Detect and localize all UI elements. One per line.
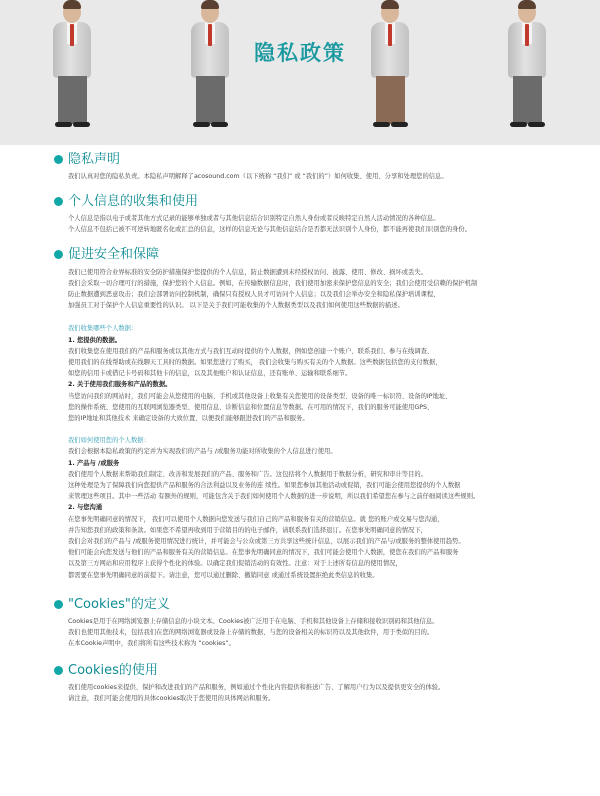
section-heading: "Cookies"的定义 <box>68 597 532 613</box>
section-heading: 个人信息的收集和使用 <box>68 194 532 210</box>
paragraph-line: 我们会对我们的产品与 /或服务使用情况进行统计，并可能会与公众或第三方共享这些统计信息，以展示我们的产品与/或服务的整体使用趋势。 <box>68 538 465 546</box>
paragraph-line: 防止数据遭到恶意攻击；我们会部署访问控制机制，确保只有授权人员才可访问个人信息；以及我们会举办安全和隐私保护培训课程， <box>68 291 440 299</box>
subsection-title: 我们如何使用您的个人数据： <box>68 437 150 445</box>
paragraph-line: 使用我们的在线帮助或在线聊天工具时的数据。如果您进行了购买， 我们会收集与购买有关的个人数据。这些数据包括您的支付数据， <box>68 359 442 367</box>
paragraph-line: 这种处理是为了保障我们向您提供产品和服务的合法利益以及业务的连 续性。如果您参加其他活动或促销，我们可能会使用您提供的个人数据 <box>68 482 461 490</box>
paragraph-line: 1. 产品与 /或服务 <box>68 459 120 467</box>
paragraph-line: 如您的信用卡或借记卡号码和其他卡的信息，以及其他账户和认证信息，还有账单、运输和联系细节。 <box>68 370 352 378</box>
paragraph-line: 我们使用个人数据来帮助我们制定、改善和发展我们的产品、服务和广告。这包括将个人数据用于数据分析，研究和审计等目的。 <box>68 470 427 478</box>
bullet-dot-icon <box>54 197 63 206</box>
section-heading: 隐私声明 <box>68 152 532 168</box>
paragraph-line: 我们会采取一切合理可行的措施，保护您的个人信息。例如，在传输数据信息时，我们使用加密来保护您信息的安全；我们会使用受信赖的保护机制 <box>68 279 478 287</box>
policy-content <box>0 152 532 704</box>
section-heading: Cookies的使用 <box>68 663 532 679</box>
paragraph-line: Cookies是用于在网络浏览器上存储信息的小块文本。Cookies被广泛用于在电脑、手机和其他设备上存储和接收识别码和其他信息。 <box>68 617 439 625</box>
paragraph-line: 我们认真对您的隐私负责。本隐私声明解释了acosound.com（以下统称 “我们” 或 “我们的”）如何收集、使用、分享和处理您的信息。 <box>68 173 448 180</box>
paragraph-line: 我们也使用其他技术，包括我们在您的网络浏览器或设备上存储的数据、与您的设备相关的标识符以及其他软件，用于类似的目的。 <box>68 629 434 637</box>
paragraph-line: 您的IP地址和其他技术 来确定设备的大致位置，以便我们能够跟进我们的产品和服务。 <box>68 415 309 423</box>
bullet-dot-icon <box>54 600 63 609</box>
paragraph-line: 都需要在您事先明确同意的前提下。请注意，您可以通过删除、撤销同意 或通过系统设置拒绝此类信息的收集。 <box>68 571 379 579</box>
bullet-dot-icon <box>54 155 63 164</box>
header-banner <box>0 0 600 145</box>
paragraph-line: 来管理这些项目。其中一些活动 有额外的规则，可能包含关于我们如何使用个人数据的进一步说明，所以我们希望您在参与之前仔细阅读这些规则。 <box>68 493 480 501</box>
paragraph-line: 我们收集您在使用我们的产品和服务或以其他方式与我们互动时提供的个人数据，例如您创建一个账户、联系我们、参与在线调查、 <box>68 347 434 355</box>
paragraph-line: 以及第三方网站和应用程序上获得个性化的体验。以确定我们促销活动的有效性。注意：对于上述所有信息的使用情况， <box>68 560 402 568</box>
paragraph-line: 1. 您提供的数据。 <box>68 336 122 344</box>
paragraph-line: 我们会根据本隐私政策的约定并为实现我们的产品与 /或服务功能对所收集的个人信息进行使用。 <box>68 448 337 456</box>
paragraph-line: 2. 关于使用我们服务和产品的数据。 <box>68 381 172 389</box>
section-heading: 促进安全和保障 <box>68 247 532 263</box>
paragraph-line: 2. 与您沟通 <box>68 504 103 512</box>
bullet-dot-icon <box>54 250 63 259</box>
paragraph-line: 我们已使用符合业界标准的安全防护措施保护您提供的个人信息，防止数据遭到未经授权访问、披露、使用、修改、损坏或丢失。 <box>68 268 427 276</box>
paragraph-line: 个人信息不包括已被不可逆转地匿名化或汇总的信息，这样的信息无论与其他信息结合是否都无法识别个人身份，都不能再使我们识别您的身份。 <box>68 226 471 234</box>
paragraph-line: 请注意，我们可能会使用的具体cookies取决于您使用的具体网站和服务。 <box>68 694 275 702</box>
paragraph-line: 我们使用cookies来提供、保护和改进我们的产品和服务，例如通过个性化内容提供和推送广告、了解用户行为以及提供更安全的体验。 <box>68 683 445 691</box>
paragraph-line: 加强员工对于保护个人信息重要性的认识。 以下是关于我们可能收集的个人数据类型以及我们如何使用这些数据的描述。 <box>68 302 404 310</box>
paragraph-line: 个人信息是指以电子或者其他方式记录的能够单独或者与其他信息结合识别特定自然人身份或者反映特定自然人活动情况的各种信息。 <box>68 215 440 223</box>
paragraph-line: 在本Cookie声明中，我们将所有这些技术称为 “cookies”。 <box>68 640 235 648</box>
paragraph-line: 他们可能会向您发送与他们的产品和服务有关的营销信息。在您事先明确同意的情况下，我们可能会使用个人数据，使您在我们的产品和服务 <box>68 549 459 557</box>
bullet-dot-icon <box>54 666 63 675</box>
paragraph-line: 您的操作系统、您使用的互联网浏览器类型、使用信息、诊断信息和位置信息等数据。在可用的情况下，我们的服务可能使用GPS、 <box>68 403 434 411</box>
paragraph-line: 当您访问我们的网站时，我们可能会从您使用的电脑、手机或其他设备上收集有关您使用的设备类型、设备的唯一标识符、设备的IP地址、 <box>68 392 452 400</box>
paragraph-line: 在您事先明确同意的情况下， 我们可以使用个人数据向您发送与我们自己的产品和服务有关的营销信息。就 您的账户或交易与您沟通， <box>68 515 444 523</box>
paragraph-line: 并告知您我们的政策和条款。如果您不希望再收到用于营销目的的电子邮件，请联系我们选择退订。在您事先明确同意的情况下， <box>68 526 427 534</box>
subsection-title: 我们收集哪些个人数据： <box>68 325 138 333</box>
page-title: 隐私政策 <box>254 41 346 65</box>
